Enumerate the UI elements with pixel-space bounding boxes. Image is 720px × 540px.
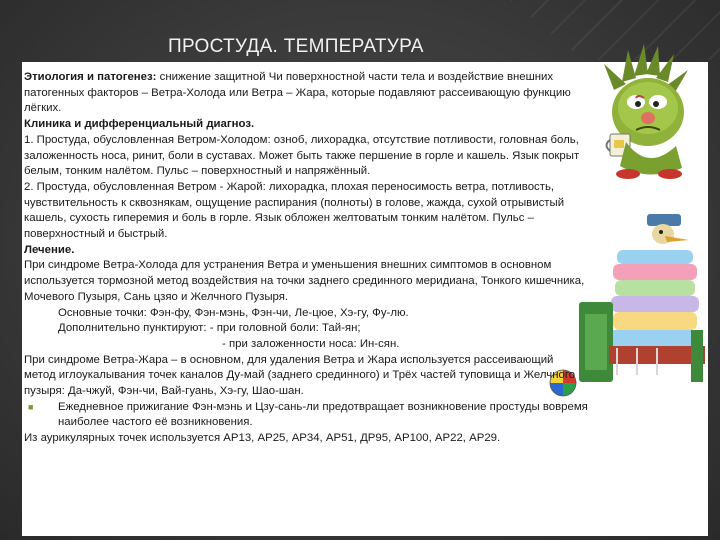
clinic-item-1: 1. Простуда, обусловленная Ветром-Холодом: озноб, лихорадка, отсутствие потливости, головная боль, заложенность носа, ринит, боли в суставах. Может быть также першение в горле и кашель. Язык покрыт белым, тонким налётом. Пульс – поверхностный и напряжённый. (24, 133, 580, 178)
sick-monster-icon (592, 42, 704, 182)
main-points: Основные точки: Фэн-фу, Фэн-мэнь, Фэн-чи, Ле-цюе, Хэ-гу, Фу-лю. (58, 306, 409, 319)
bullet-item: ■ Ежедневное прижигание Фэн-мэнь и Цзу-сань-ли предотвращает возникновение простуды вовремя наиболее частого её возникновения. (28, 400, 588, 429)
additional-points: Дополнительно пунктируют: - при головной боли: Тай-ян; (58, 322, 361, 335)
etiology-label: Этиология и патогенез: (24, 71, 157, 83)
page-title: ПРОСТУДА. ТЕМПЕРАТУРА (168, 36, 424, 57)
clinic-heading: Клиника и дифференциальный диагноз. (24, 118, 255, 131)
content-panel (22, 62, 708, 536)
additional-points-nose: - при заложенности носа: Ин-сян. (222, 337, 400, 350)
treatment-heading: Лечение. (24, 243, 75, 256)
clinic-item-2: 2. Простуда, обусловленная Ветром - Жарой: лихорадка, плохая переносимость ветра, потливость, чувствительность к сквознякам, ощущение распирания (полноты) в голове, жажда, сухой отрывистый кашель, сухость гиперемия и боль в горле. Язык обложен желтоватым тонким налётом. Пульс – поверхностный и быстрый. (24, 180, 565, 241)
etiology-text: снижение защитной Чи поверхностной части тела и воздействие внешних патогенных факторов – Ветра-Холода или Ветра – Жара, которые подавляют рассеивающую функцию лёгких. (24, 71, 571, 115)
bullet-icon: ■ (28, 401, 34, 412)
etiology-paragraph (24, 70, 599, 117)
treatment-wind-heat: При синдроме Ветра-Жара – в основном, для удаления Ветра и Жара используется рассеивающий метод иглоукалывания точек каналов Ду-май (заднего срединного) и Трёх частей туповища и Желчного пузыря: Да-чжуй, Фэн-чи, Вай-гуань, Хэ-гу, Шао-шан. (24, 353, 576, 398)
auricular-points: Из аурикулярных точек используется АР13, АР25, АР34, АР51, ДР95, АР100, АР22, АР29. (24, 432, 501, 445)
treatment-wind-cold: При синдроме Ветра-Холода для устранения Ветра и уменьшения внешних симптомов в основном используется тормозной метод воздействия на точки заднего срединного меридиана, Тонкого кишечника, Мочевого Пузыря, Сань цзяо и Желчного Пузыря. (24, 259, 585, 303)
document-text (24, 70, 599, 447)
